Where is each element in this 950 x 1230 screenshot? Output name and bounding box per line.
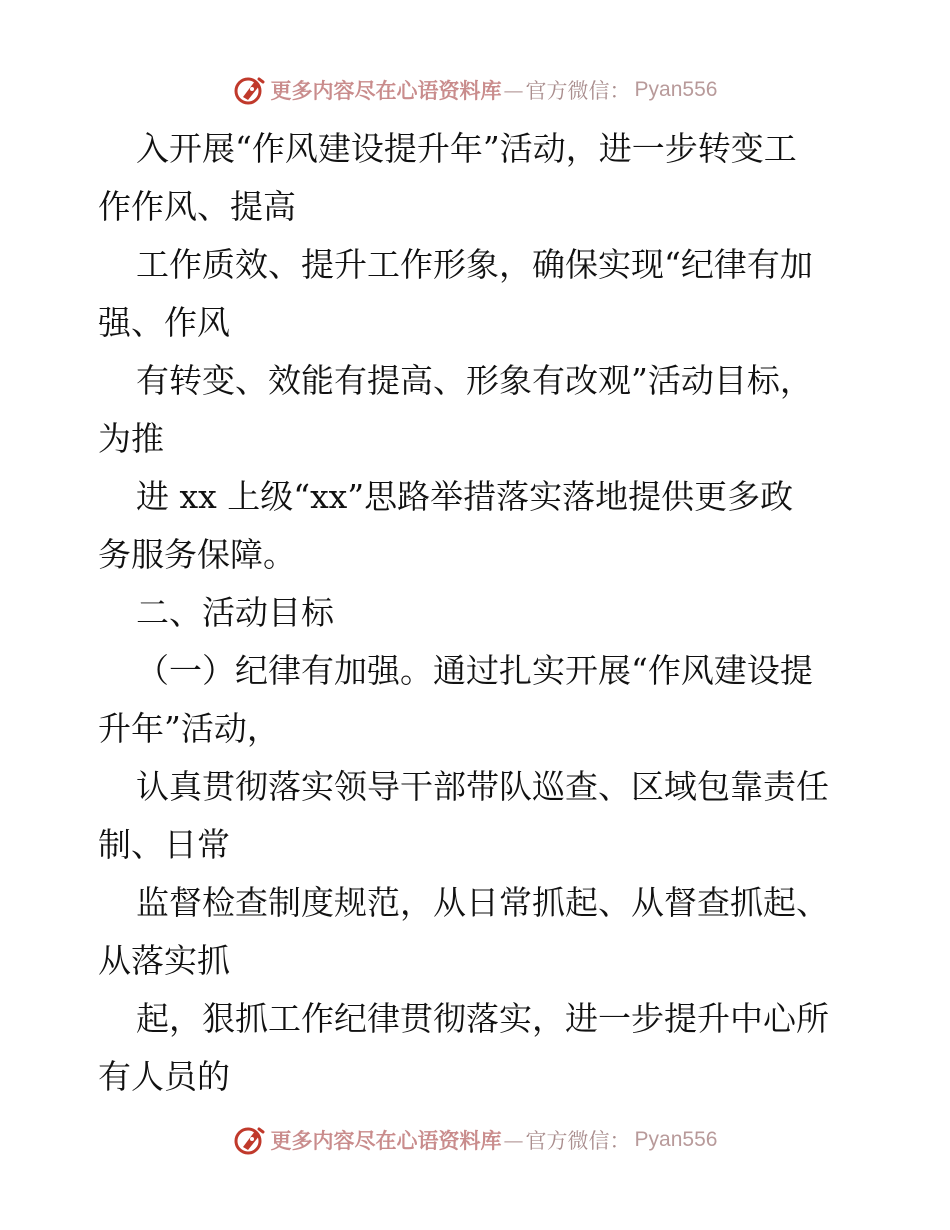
body-line: 务服务保障。 — [98, 535, 296, 574]
header-separator: — — [503, 78, 524, 102]
body-line: 强、作风 — [98, 303, 230, 342]
body-line: 制、日常 — [98, 825, 230, 864]
header-wechat-id: Pyan556 — [634, 78, 718, 101]
body-line: 为推 — [98, 419, 164, 458]
section-heading: 二、活动目标 — [136, 593, 334, 632]
body-line: 升年”活动， — [98, 709, 280, 748]
pen-nib-logo-icon — [233, 1123, 267, 1157]
header-brand: 更多内容尽在心语资料库 — [270, 78, 502, 103]
footer-banner — [0, 1120, 950, 1160]
body-line: 入开展“作风建设提升年”活动，进一步转变工 — [136, 129, 797, 168]
body-line: （一）纪律有加强。通过扎实开展“作风建设提 — [136, 651, 813, 690]
footer-brand: 更多内容尽在心语资料库 — [270, 1128, 502, 1153]
header-official-label: 官方微信： — [525, 79, 631, 103]
body-line: 认真贯彻落实领导干部带队巡查、区域包靠责任 — [136, 767, 829, 806]
body-line: 工作质效、提升工作形象，确保实现“纪律有加 — [136, 245, 813, 284]
body-line: 进 xx 上级“xx”思路举措落实落地提供更多政 — [136, 477, 794, 516]
body-line: 起，狠抓工作纪律贯彻落实，进一步提升中心所 — [136, 999, 829, 1038]
pen-nib-logo-icon — [233, 73, 267, 107]
footer-wechat-id: Pyan556 — [634, 1128, 718, 1151]
footer-official-label: 官方微信： — [525, 1129, 631, 1153]
body-line: 监督检查制度规范，从日常抓起、从督查抓起、 — [136, 883, 829, 922]
body-line: 作作风、提高 — [98, 187, 296, 226]
footer-separator: — — [503, 1128, 524, 1152]
body-line: 从落实抓 — [98, 941, 230, 980]
header-banner — [0, 70, 950, 110]
body-line: 有转变、效能有提高、形象有改观”活动目标， — [136, 361, 813, 400]
body-line: 有人员的 — [98, 1057, 230, 1096]
document-body — [98, 120, 858, 1106]
